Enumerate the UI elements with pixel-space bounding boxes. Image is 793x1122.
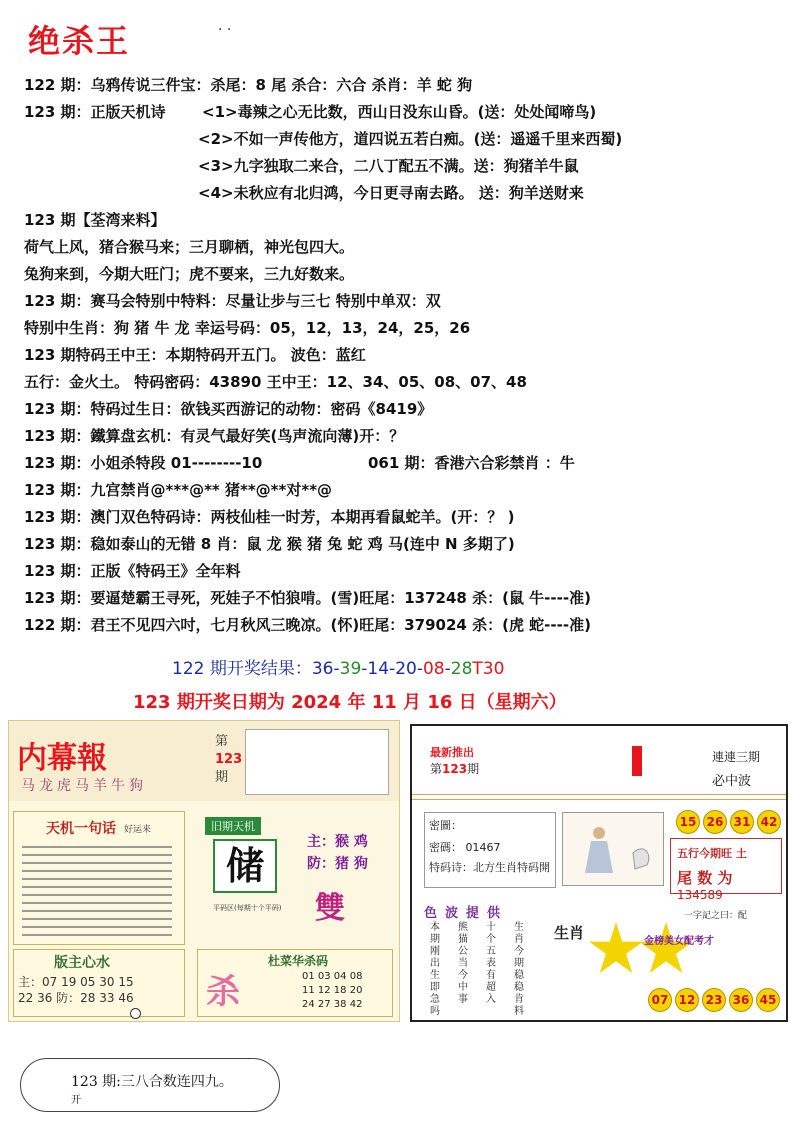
text-line: [24, 425, 784, 452]
draw-result: [172, 654, 504, 679]
text-line: [24, 506, 784, 533]
tail-nums: 134589: [677, 888, 723, 902]
line-segment: 123 期：赛马会特别中特料：尽量让步与三七 特别中单双：双: [24, 292, 441, 310]
line-segment: 五行：金火土。 特码密码：43890 王中王：12、34、05、08、07、48: [24, 373, 527, 391]
password-box: [424, 812, 556, 888]
text-line: [24, 371, 784, 398]
vertical-text-2: 熊猫公当今中事: [458, 922, 468, 1005]
divider-strip: [412, 794, 786, 800]
tianji-sub: 好运来: [124, 825, 152, 835]
issue-num: 123: [442, 762, 468, 776]
draw-date: 123 期开奖日期为 2024 年 11 月 16 日（星期六）: [133, 692, 567, 713]
mid-zhu: 主：猴 鸡: [307, 834, 368, 850]
result-number: -: [333, 659, 340, 679]
line-segment: 123 期【荃湾来料】: [24, 211, 166, 229]
line-segment: 123 期：澳门双色特码诗：两枝仙桂一时芳，本期再看鼠蛇羊。(开：？ ): [24, 508, 515, 526]
neimu-header: [9, 721, 399, 801]
shama-box: [197, 949, 393, 1017]
resize-handle[interactable]: [130, 1008, 141, 1019]
result-number: -: [416, 659, 423, 679]
small-print-row: [22, 924, 172, 930]
text-line: [24, 479, 784, 506]
line-segment: 123 期：特码过生日：欲钱买西游记的动物：密码《8419》: [24, 400, 433, 418]
issue-label: [430, 760, 479, 777]
line-segment: 122 期：君王不见四六吋，七月秋风三晚凉。(怀)旺尾：379024 杀：(虎 蛇----准): [24, 616, 591, 634]
result-number: 36: [311, 659, 334, 679]
small-print-row: [22, 876, 172, 882]
text-line: [24, 317, 784, 344]
neimu-name: 内幕報: [17, 741, 107, 776]
shama-row-2: 11 12 18 20: [302, 985, 363, 996]
mid-fang: 防：猪 狗: [307, 856, 368, 872]
sha-char: 杀: [206, 972, 240, 1012]
wuxing-line: 五行今期旺 土: [677, 847, 747, 860]
result-number: 28: [450, 659, 473, 679]
neimu-issue-a: 第: [215, 734, 229, 749]
result-number: -: [389, 659, 396, 679]
tail-label: 尾 数 为: [677, 869, 733, 887]
number-ball: 42: [757, 810, 781, 834]
line-segment: 123 期：鐵算盘玄机：有灵气最好笑(鸟声流向薄)开：？: [24, 427, 405, 445]
forecast-lines: [24, 74, 784, 641]
result-number: 20: [395, 659, 417, 679]
draw-result-numbers: [312, 659, 505, 679]
latest-label: 最新推出: [430, 746, 474, 759]
number-ball: 36: [729, 988, 753, 1012]
figure-illustration: [562, 812, 664, 886]
page-title: 绝杀王: [28, 22, 131, 60]
mid-tag: 旧期天机: [205, 817, 261, 835]
line-segment: 123 期：正版《特码王》全年料: [24, 562, 241, 580]
small-print-row: [22, 868, 172, 874]
mid-big-char: 储: [213, 839, 277, 893]
result-number: 08: [422, 659, 445, 679]
pw-line-1: 密圖：: [429, 819, 462, 832]
text-line: [24, 209, 784, 236]
vertical-text-3: 十个五表有超入: [486, 922, 496, 1005]
number-ball: 31: [730, 810, 754, 834]
top-balls: [676, 810, 781, 834]
line-segment: 061 期：香港六合彩禁肖 ：牛: [368, 454, 575, 472]
small-print-row: [22, 892, 172, 898]
banzhu-line-1: 主：07 19 05 30 15: [18, 975, 134, 989]
line-segment: 122 期：乌鸦传说三件宝：杀尾：8 尾 杀合：六合 杀肖：羊 蛇 狗: [24, 76, 473, 94]
text-line: [24, 452, 784, 479]
pw-line-2: 密碼： 01467: [429, 841, 501, 854]
small-print-row: [22, 852, 172, 858]
bizhong-panel: [410, 724, 788, 1022]
small-print-row: [22, 844, 172, 850]
neimu-issue-num: 123: [215, 752, 243, 767]
sebo-banner: 色波提供: [424, 906, 509, 921]
blank-textbox[interactable]: [245, 729, 389, 795]
number-ball: 12: [675, 988, 699, 1012]
banzhu-box: [13, 949, 185, 1017]
line-segment: 123 期：小姐杀特段 01--------10: [24, 454, 263, 472]
text-line: [24, 533, 784, 560]
mid-box: [191, 811, 391, 943]
line-segment: <1>毒辣之心无比数，西山日没东山昏。(送：处处闻啼鸟): [202, 103, 597, 121]
line-segment: 123 期：九宫禁肖@***@** 猪**@**对**@: [24, 481, 333, 499]
text-line: [24, 236, 784, 263]
number-ball: 45: [756, 988, 780, 1012]
small-print-row: [22, 932, 172, 938]
shama-row-3: 24 27 38 42: [302, 999, 363, 1010]
line-segment: 123 期特码王中王：本期特码开五门。 波色：蓝红: [24, 346, 366, 364]
line-segment: 123 期：要逼楚霸王寻死，死娃子不怕狼啃。(雪)旺尾：137248 杀：(鼠 牛----准): [24, 589, 591, 607]
pw-line-3: 特码诗：北方生肖特码開: [429, 861, 550, 874]
banzhu-line-2: 22 36 防：28 33 46: [18, 991, 134, 1005]
tianji-title: 天机一句话: [46, 821, 116, 837]
text-line: [24, 344, 784, 371]
meinv-label: 金榜美女配考才: [644, 936, 714, 947]
small-print-row: [22, 900, 172, 906]
cloud-callout: [20, 1058, 280, 1112]
result-number: 14: [367, 659, 390, 679]
small-print-row: [22, 916, 172, 922]
text-line: [24, 560, 784, 587]
cloud-text: 123 期:三八合数连四九。: [71, 1074, 233, 1090]
number-ball: 07: [648, 988, 672, 1012]
star-icon-2: [638, 922, 694, 978]
mid-pingma: 平码区(每期十个平码): [213, 904, 282, 912]
text-line: [24, 263, 784, 290]
line-segment: <3>九字独取二来合，二八丁配五不满。送：狗猪羊牛鼠: [198, 157, 579, 175]
wuxing-box: [670, 838, 782, 902]
line-segment: 123 期：正版天机诗: [24, 103, 166, 121]
bottom-balls: [648, 988, 780, 1012]
line-segment: 荷气上风，猪合猴马来；三月聊栖，神光包四大。: [24, 238, 355, 256]
title-dots: · ·: [218, 22, 232, 38]
line-segment: <2>不如一声传他方，道四说五若白痴。(送：遥遥千里来西蜀): [198, 130, 623, 148]
vertical-text-1: 本期刚出生即急吗: [430, 922, 440, 1017]
result-number: T30: [472, 659, 505, 679]
text-line: [24, 614, 784, 641]
line-segment: <4>未秋应有北归鸿，今日更寻南去路。 送：狗羊送财来: [198, 184, 584, 202]
tianji-box: [13, 811, 185, 945]
result-number: -: [361, 659, 368, 679]
text-line: [24, 74, 784, 101]
number-ball: 15: [676, 810, 700, 834]
bizhong-label: 必中波: [712, 774, 752, 789]
jiyi-label: 一字記之曰：配: [684, 911, 748, 921]
text-line: [24, 398, 784, 425]
draw-result-label: 122 期开奖结果：: [172, 659, 312, 679]
number-ball: 23: [702, 988, 726, 1012]
small-print-row: [22, 884, 172, 890]
text-line: [24, 101, 784, 128]
text-line: [24, 155, 784, 182]
line-segment: 兔狗来到，今期大旺门；虎不要来，三九好数来。: [24, 265, 355, 283]
small-print-row: [22, 860, 172, 866]
neimu-issue: [215, 733, 243, 787]
result-number: 39: [339, 659, 362, 679]
text-line: [24, 128, 784, 155]
vertical-text-4: 生肖今期稳稳肯料: [514, 922, 524, 1017]
neimu-issue-c: 期: [215, 770, 229, 785]
result-number: -: [444, 659, 451, 679]
star-icon: [588, 922, 644, 978]
small-print-row: [22, 908, 172, 914]
mid-shuang: 雙: [315, 891, 345, 926]
shama-row-1: 01 03 04 08: [302, 971, 363, 982]
banzhu-title: 版主心水: [54, 955, 110, 971]
cloud-tail: 开: [71, 1095, 81, 1106]
shama-title: 杜菜华杀码: [268, 954, 329, 968]
text-line: [24, 290, 784, 317]
text-line: [24, 182, 784, 209]
red-mark: [632, 746, 642, 776]
number-ball: 26: [703, 810, 727, 834]
shengxiao-label: 生肖: [554, 924, 585, 942]
issue-suffix: 期: [467, 762, 480, 776]
issue-prefix: 第: [430, 762, 443, 776]
neimu-subtitle: 马龙虎马羊牛狗: [21, 778, 147, 794]
neimu-panel: [8, 720, 400, 1022]
line-segment: 123 期：稳如泰山的无错 8 肖：鼠 龙 猴 猪 兔 蛇 鸡 马(连中 N 多期了): [24, 535, 515, 553]
lianzhong-label: 連連三期: [712, 750, 761, 764]
line-segment: 特别中生肖：狗 猪 牛 龙 幸运号码：05，12，13，24，25，26: [24, 319, 471, 337]
text-line: [24, 587, 784, 614]
